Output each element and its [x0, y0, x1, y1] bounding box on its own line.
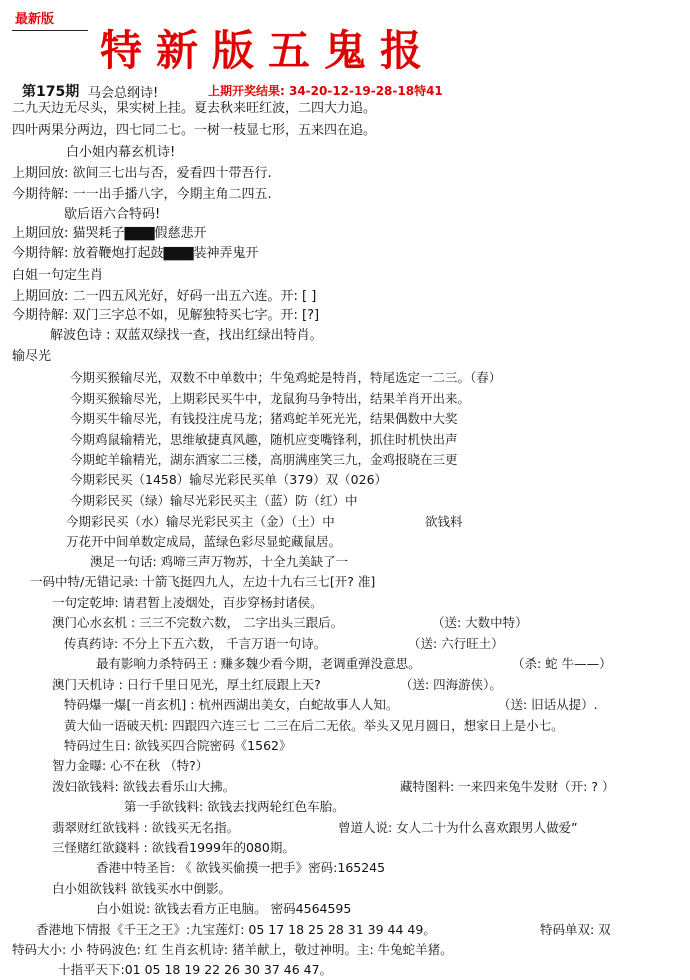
- fax-poem: 传真药诗: 不分上下五六数， 千言万语一句诗。: [64, 636, 327, 651]
- hidden-picture-riddle: 藏特图料: 一来四来兔牛发财（开: ? ）: [400, 779, 615, 794]
- last-review-line: 上期回放: 欲间三七出与否，爱看四十带吾行.: [12, 166, 272, 181]
- ten-numbers-line: 十指平天下:01 05 18 19 22 26 30 37 46 47。: [58, 962, 333, 977]
- edition-underline: [12, 30, 88, 31]
- loss-line: 今期买猴输尽光，双数不中单数中；牛兔鸡蛇是特肖，特尾选定一二三。（春）: [70, 370, 502, 385]
- one-line-qiankun: 一句定乾坤: 请君暂上凌烟处，百步穿杨封诸侯。: [52, 595, 323, 610]
- issue-poem-heading: 马会总纲诗!: [88, 86, 159, 101]
- macau-mystery-gift: （送: 大数中特）: [432, 615, 528, 630]
- macau-mystery: 澳门心水玄机 : 三三不完数六数， 二字出头三跟后。: [52, 615, 344, 630]
- last-draw-result: 上期开奖结果: 34-20-12-19-28-18特41: [208, 84, 443, 98]
- loss-line: 今期蛇羊输精光，湖东酒家二三楼，高朋满座笑三九，金鸡报晓在三更: [70, 452, 458, 467]
- wong-tai-sin-line: 黄大仙一语破天机: 四跟四六连三七 二三在后二无依。举头又见月圆日，想家日上是小七。: [64, 718, 564, 733]
- loss-line: 今期鸡鼠输精光，思维敏捷真风趣，随机应变嘴锋利，抓住时机快出声: [70, 432, 458, 447]
- gambling-money-riddle: 三怪赌红欲錢料 : 欲钱看1999年的080期。: [52, 840, 295, 855]
- section-heading-baijie: 白姐一句定生肖: [12, 268, 104, 283]
- money-riddle-label: 欲钱料: [425, 514, 463, 529]
- current-puzzle-line: 今期待解: 双门三字总不如，见解独特买七字。开: [?]: [12, 308, 320, 323]
- macau-heaven-gift: （送: 四海游侠）。: [400, 677, 502, 692]
- poem-line-2: 四叶两果分两边，四七同二七。一树一枝显七形，五来四在追。: [12, 123, 377, 138]
- last-review-line: 上期回放: 猫哭耗子▇▇▇假慈悲开: [12, 226, 207, 241]
- last-review-line: 上期回放: 二一四五风光好，好码一出五六连。开: [ ]: [12, 289, 317, 304]
- loss-line: 今期买猴输尽光，上期彩民买牛中，龙鼠狗马争特出，结果羊肖开出来。: [70, 391, 471, 406]
- one-code-record: 一码中特/无错记录: 十箭飞挺四九人，左边十九右三七[开? 准]: [30, 574, 376, 589]
- section-heading-xiehouyu: 歇后语六合特码!: [64, 207, 161, 222]
- shrew-money-riddle: 泼妇欲钱料: 欲钱去看乐山大拂。: [52, 779, 236, 794]
- loss-line: 今期彩民买（绿）输尽光彩民买主（蓝）防（红）中: [70, 493, 358, 508]
- kill-code-king: 最有影响力杀特码王 : 赚多魏少看今期，老调重弹没意思。: [96, 656, 421, 671]
- loss-line: 今期彩民买（水）输尽光彩民买主（金）（土）中: [66, 514, 335, 529]
- fax-poem-gift: （送: 六行旺土）: [408, 636, 504, 651]
- baixiaojie-says: 白小姐说: 欲钱去看方正电脑。 密码4564595: [96, 901, 352, 916]
- loss-line: 今期买牛输尽光，有钱投注虎马龙；猪鸡蛇羊死光光，结果偶数中大奖: [70, 411, 458, 426]
- poem-line-1: 二九天边无尽头，果实树上挂。夏去秋来旺红波，二四大力追。: [12, 101, 377, 116]
- first-hand-money-riddle: 第一手欲钱料: 欲钱去找两轮红色车胎。: [124, 799, 345, 814]
- hk-decree: 香港中特圣旨: 《 欲钱买偷摸一把手》密码:165245: [96, 860, 386, 875]
- special-code-burst-gift: （送: 旧话从提）.: [498, 697, 598, 712]
- jade-money-riddle: 翡翠财红欲钱料 : 欲钱买无名指。: [52, 820, 240, 835]
- paper-title: 特新版五鬼报: [100, 26, 437, 75]
- issue-number: 第175期: [22, 84, 80, 100]
- special-code-burst: 特码爆一爆[一肖玄机] : 杭州西湖出美女，白蛇故事人人知。: [64, 697, 399, 712]
- taoist-saying: 曾道人说: 女人二十为什么喜欢跟男人做爱”: [338, 820, 578, 835]
- loss-line: 今期彩民买（1458）输尽光彩民买单（379）双（026）: [70, 472, 388, 487]
- macau-heaven-poem: 澳门天机诗 : 日行千里日见光，厚土红辰跟上天?: [52, 677, 321, 692]
- wave-color-poem: 解波色诗 : 双蓝双绿找一查，找出红绿出特肖。: [50, 328, 323, 343]
- special-code-birthday: 特码过生日: 欲钱买四合院密码《1562》: [64, 738, 292, 753]
- hk-underground-intel: 香港地下情报《千王之王》:九宝莲灯: 05 17 18 25 28 31 39 44 49。: [36, 922, 436, 937]
- macau-one-liner: 澳足一句话: 鸡啼三声万物苏，十全九美缺了一: [90, 554, 349, 569]
- iq-riddle: 智力金曝: 心不在秋 （特?）: [52, 758, 209, 773]
- baixiaojie-money-riddle: 白小姐欲钱料 欲钱买水中倒影。: [52, 881, 231, 896]
- current-puzzle-line: 今期待解: 放着鞭炮打起鼓▇▇▇装神弄鬼开: [12, 246, 259, 261]
- size-color-zodiac-line: 特码大小: 小 特码波色: 红 生肖玄机诗: 猪羊献上，敬过神明。主: 牛兔蛇羊猪。: [12, 942, 453, 957]
- current-puzzle-line: 今期待解: 一一出手播八字，今期主角二四五.: [12, 187, 272, 202]
- odd-even-pick: 特码单双: 双: [540, 922, 611, 937]
- edition-tag: 最新版: [15, 12, 55, 27]
- section-heading-baixiaojie-poem: 白小姐内幕玄机诗!: [66, 145, 176, 160]
- kill-code-result: （杀: 蛇 牛——）: [512, 656, 612, 671]
- section-heading-shujinguang: 输尽光: [12, 349, 52, 364]
- flower-line: 万花开中间单数定成局，蓝绿色彩尽显蛇藏鼠居。: [66, 534, 342, 549]
